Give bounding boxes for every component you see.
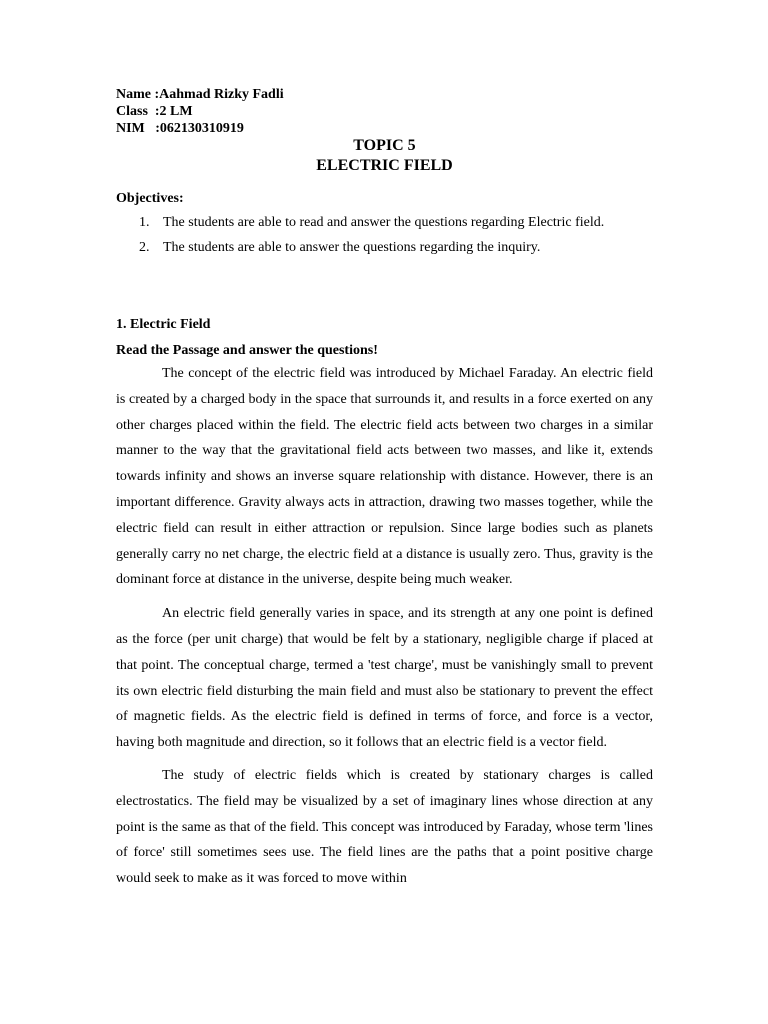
passage-paragraph: The concept of the electric field was introduced by Michael Faraday. An electric field is created by a charged body in the space that surrounds it, and results in a force exerted on any other charges placed within the field. The electric field acts between two charges in a similar manner to the way that the gravitational field acts between two masses, and like it, extends towards infinity and shows an inverse square relationship with distance. However, there is an important difference. Gravity always acts in attraction, drawing two masses together, while the electric field can result in either attraction or repulsion. Since large bodies such as planets generally carry no net charge, the electric field at a distance is usually zero. Thus, gravity is the dominant force at distance in the universe, despite being much weaker. <box>116 366 653 588</box>
topic-number: TOPIC 5 <box>353 137 416 154</box>
passage-paragraph: An electric field generally varies in space, and its strength at any one point is defined as the force (per unit charge) that would be felt by a stationary, negligible charge if placed at that point. The conceptual charge, termed a 'test charge', must be vanishingly small to prevent its own electric field disturbing the main field and must also be stationary to prevent the effect of magnetic fields. As the electric field is defined in terms of force, and force is a vector, having both magnitude and direction, so it follows that an electric field is a vector field. <box>116 606 653 751</box>
objective-text: The students are able to read and answer the questions regarding Electric field. <box>163 215 605 230</box>
student-nim: NIM :062130310919 <box>116 121 244 136</box>
objective-number: 1. <box>139 215 150 230</box>
objectives-heading: Objectives: <box>116 191 184 206</box>
objective-item <box>116 239 653 257</box>
document-page <box>116 86 653 892</box>
section-instruction: Read the Passage and answer the questions! <box>116 343 378 358</box>
objective-number: 2. <box>139 240 150 255</box>
student-class: Class :2 LM <box>116 104 193 119</box>
student-name: Name :Aahmad Rizky Fadli <box>116 87 284 102</box>
section-heading: 1. Electric Field <box>116 317 211 332</box>
objective-text: The students are able to answer the questions regarding the inquiry. <box>163 240 541 255</box>
student-info <box>116 86 653 137</box>
objective-item <box>116 214 653 232</box>
document-title <box>116 136 653 176</box>
objectives-list <box>116 214 653 257</box>
topic-subject: ELECTRIC FIELD <box>316 157 453 174</box>
passage-paragraph: The study of electric fields which is created by stationary charges is called electrostatics. The field may be visualized by a set of imaginary lines whose direction at any point is the same as that of the field. This concept was introduced by Faraday, whose term 'lines of force' still sometimes sees use. The field lines are the paths that a point positive charge would seek to make as it was forced to move within <box>116 767 653 887</box>
